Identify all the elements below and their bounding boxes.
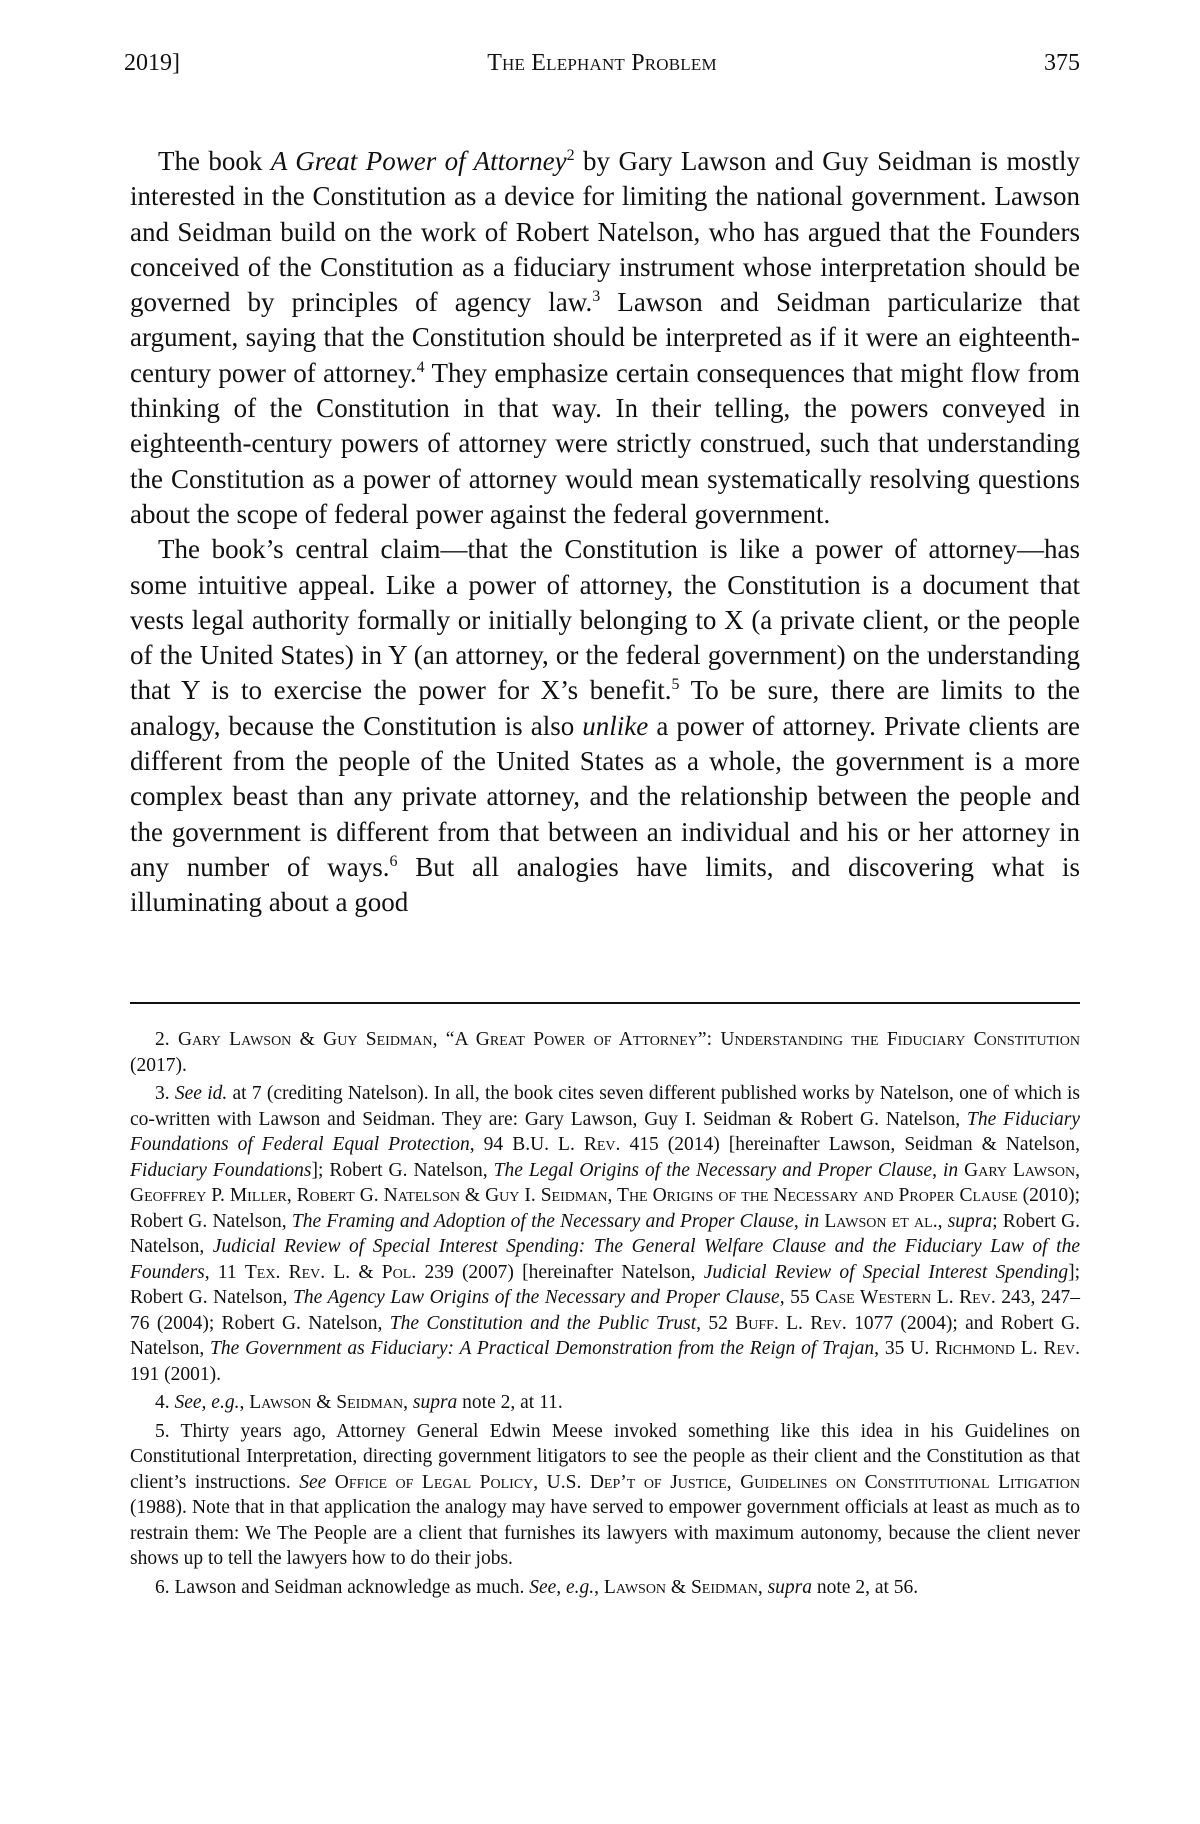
footnote-number: 5. <box>155 1420 170 1442</box>
signal: supra <box>412 1392 458 1413</box>
text-run: (2010); Robert G. Natelson, <box>130 1185 1081 1232</box>
short-title: Judicial Review of Special Interest Spending <box>703 1261 1069 1283</box>
footnotes <box>130 1027 1080 1603</box>
text-run: (2017). <box>130 1054 187 1076</box>
article-title: The Fiduciary Foundations of Federal Equal Protection <box>130 1108 1080 1155</box>
text-run: , 55 <box>779 1287 816 1308</box>
signal: supra <box>767 1576 812 1598</box>
text-run: 415 (2014) [hereinafter Lawson, Seidman & Natelson, <box>620 1134 1080 1155</box>
text-run: ; Robert G. Natelson, <box>130 1210 1081 1257</box>
text-run: at 7 (crediting Natelson). In all, the book cites seven different published works by Natelson, one of which is co-written with Lawson and Seidman. They are: Gary Lawson, Guy I. Seidman & Robert G. Natelson, <box>130 1083 1080 1130</box>
text-run: 1077 (2004); and Robert G. Natelson, <box>130 1312 1080 1359</box>
text-run: note 2, at 56. <box>812 1576 919 1598</box>
footnote-2 <box>130 1027 1080 1078</box>
text-run: 191 (2001). <box>130 1363 221 1385</box>
text-run: They emphasize certain consequences that might flow from thinking of the Constitution in that way. In their telling, the powers conveyed in eighteenth-century powers of attorney were strictly construed, such that understanding the Constitution as a power of attorney would mean systematically resolving questions about the scope of federal power against the federal government. <box>130 357 1081 529</box>
footnote-ref-5[interactable]: 5 <box>671 676 680 694</box>
text-run: Lawson and Seidman acknowledge as much. <box>174 1576 530 1598</box>
short-title: Fiduciary Foundations <box>130 1159 312 1181</box>
text-run: , 52 <box>696 1312 736 1334</box>
citation-smallcaps: Buff. L. Rev. <box>735 1312 847 1334</box>
signal: supra <box>947 1210 993 1232</box>
text-run: , <box>932 1159 943 1181</box>
running-header <box>124 50 1080 90</box>
signal: See id. <box>174 1083 228 1104</box>
footnote-number: 2. <box>155 1029 170 1050</box>
article-title: The Legal Origins of the Necessary and Proper Clause <box>493 1159 933 1181</box>
article-title: The Government as Fiduciary: A Practical Demonstration from the Reign of Trajan <box>210 1338 875 1359</box>
footnote-number: 3. <box>155 1083 170 1104</box>
text-run: The book <box>158 146 271 176</box>
citation-smallcaps: Gary Lawson & Guy Seidman, “A Great Power of Attorney”: Understanding the Fiduciary Constitution <box>177 1029 1081 1050</box>
citation-smallcaps: Lawson & Seidman <box>249 1392 404 1413</box>
footnote-divider <box>130 1002 1080 1004</box>
text-run: (1988). Note that in that application the analogy may have served to empower government officials at least as much as to restrain them: We The People are a client that furnishes its lawyers with maximum autonomy, because the client never shows up to tell the lawyers how to do their jobs. <box>130 1497 1080 1569</box>
text-run: , <box>403 1392 413 1413</box>
emphasis: unlike <box>582 710 649 741</box>
text-run: by Gary Lawson and Guy Seidman is mostly interested in the Constitution as a device for limiting the national government. Lawson and Seidman build on the work of Robert Natelson, who has argued that the Founders conceived of the Constitution as a fiduciary instrument whose interpretation should be governed by principles of agency law. <box>130 146 1080 318</box>
running-title: The Elephant Problem <box>487 50 717 76</box>
text-run: , <box>239 1392 250 1413</box>
text-run: note 2, at 11. <box>457 1392 563 1413</box>
citation-smallcaps: Rev. <box>583 1134 621 1155</box>
text-run: , <box>594 1576 604 1598</box>
citation-smallcaps: Case Western L. Rev. <box>815 1287 996 1308</box>
text-run: The book’s central claim—that the Constitution is like a power of attorney—has some intuitive appeal. Like a power of attorney, the Constitution is a document that vests legal authority formally or initially belonging to X (a private client, or the people of the United States) in Y (an attorney, or the federal government) on the understanding that Y is to exercise the power for X’s benefit. <box>130 534 1080 706</box>
text-run: But all analogies have limits, and discovering what is illuminating about a good <box>130 851 1080 918</box>
signal: See, e.g. <box>174 1392 240 1413</box>
book-title: A Great Power of Attorney <box>270 146 567 176</box>
text-run: a power of attorney. Private clients are different from the people of the United States as a whole, the government is a more complex beast than any private attorney, and the relationship between the people and the government is different from that between an individual and his or her attorney in any number of ways. <box>130 710 1081 882</box>
text-run: ]; Robert G. Natelson, <box>130 1261 1081 1308</box>
page-number: 375 <box>1044 50 1080 76</box>
article-title: The Framing and Adoption of the Necessary and Proper Clause <box>291 1210 794 1232</box>
text-run: , <box>937 1210 948 1232</box>
article-title: The Agency Law Origins of the Necessary and Proper Clause <box>292 1287 780 1308</box>
footnote-5 <box>130 1419 1080 1572</box>
citation-smallcaps: Gary Lawson, Geoffrey P. Miller, Robert G. Natelson & Guy I. Seidman, The Origins of the Necessary and Proper Clause <box>130 1159 1081 1206</box>
signal: See <box>299 1471 327 1493</box>
text-run: , 94 B.U. L. <box>469 1134 584 1155</box>
footnote-4 <box>130 1390 1080 1416</box>
paragraph-1 <box>130 144 1080 532</box>
signal: in <box>942 1159 959 1181</box>
footnote-ref-3[interactable]: 3 <box>592 288 601 306</box>
paragraph-2 <box>130 532 1080 920</box>
footnote-number: 4. <box>155 1392 170 1413</box>
text-run <box>326 1472 335 1493</box>
text-run: Lawson and Seidman particularize that argument, saying that the Constitution should be interpreted as if it were an eighteenth-century power of attorney. <box>130 287 1080 388</box>
signal: See, e.g. <box>529 1576 595 1598</box>
text-run: , 35 U. <box>874 1338 936 1359</box>
main-text <box>130 144 1080 921</box>
citation-smallcaps: Lawson et al. <box>824 1210 938 1232</box>
citation-smallcaps: Richmond L. Rev. <box>935 1338 1080 1359</box>
footnote-ref-4[interactable]: 4 <box>416 358 425 376</box>
volume-year: 2019] <box>124 50 180 76</box>
text-run: 239 (2007) [hereinafter Natelson, <box>416 1261 704 1283</box>
footnote-6 <box>130 1575 1080 1601</box>
text-run: , <box>793 1210 804 1232</box>
citation-smallcaps: Office of Legal Policy, U.S. Dep’t of Justice, Guidelines on Constitutional Litigation <box>334 1471 1080 1493</box>
footnote-ref-2[interactable]: 2 <box>566 147 575 164</box>
text-run: Thirty years ago, Attorney General Edwin Meese invoked something like this idea in his Guidelines on Constitutional Interpretation, directing government litigators to see the people as their client and the Constitution as that client’s instructions. <box>130 1420 1080 1493</box>
signal: in <box>803 1210 820 1232</box>
footnote-ref-6[interactable]: 6 <box>389 852 398 870</box>
article-title: The Constitution and the Public Trust <box>389 1312 697 1334</box>
footnote-3 <box>130 1081 1080 1387</box>
text-run: , 11 <box>204 1261 245 1283</box>
text-run: ]; Robert G. Natelson, <box>311 1159 494 1181</box>
text-run: 243, 247–76 (2004); Robert G. Natelson, <box>130 1287 1080 1334</box>
text-run: , <box>757 1576 768 1598</box>
article-title: Judicial Review of Special Interest Spending: The General Welfare Clause and the Fiduciary Law of the Founders <box>130 1236 1080 1283</box>
footnote-number: 6. <box>155 1576 170 1598</box>
citation-smallcaps: Tex. Rev. L. & Pol. <box>244 1261 417 1283</box>
citation-smallcaps: Lawson & Seidman <box>603 1576 758 1598</box>
text-run: To be sure, there are limits to the analogy, because the Constitution is also <box>130 675 1080 741</box>
